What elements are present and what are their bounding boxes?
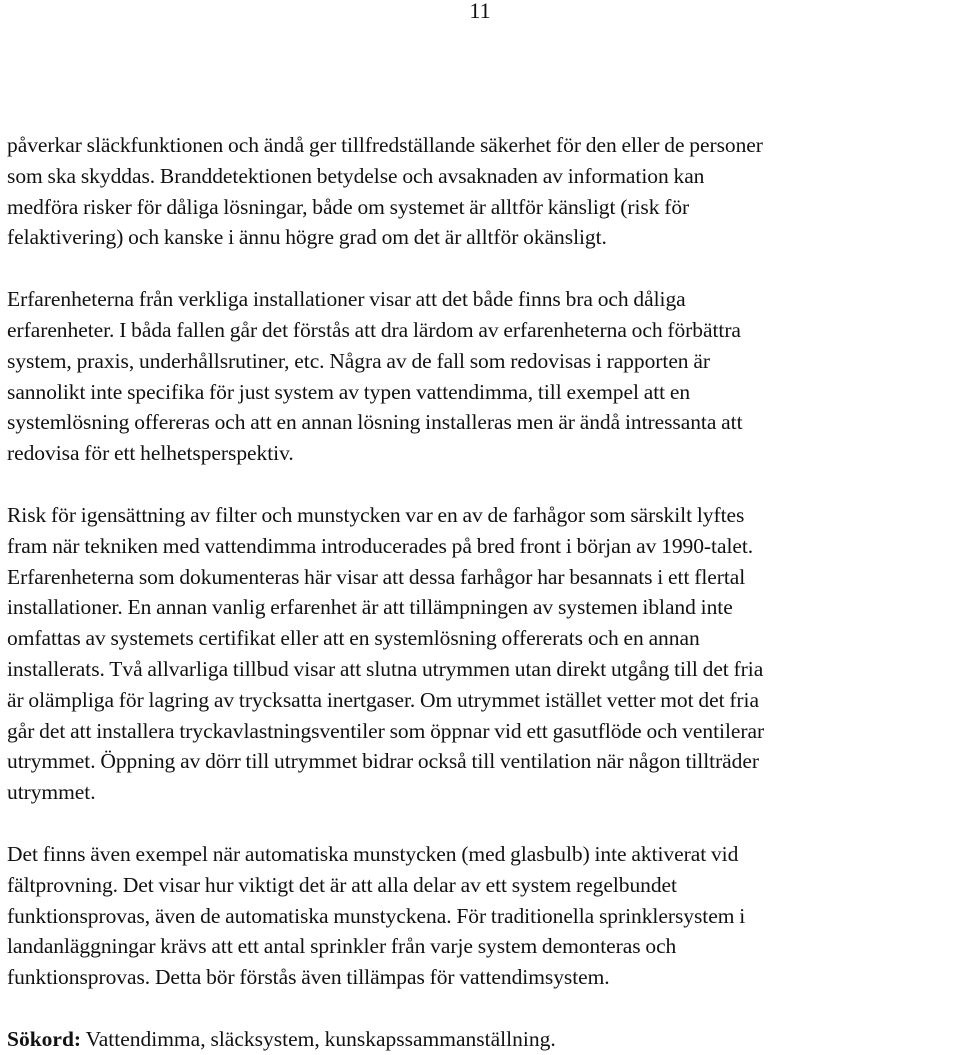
- page-number: 11: [469, 0, 491, 23]
- text-line: installerats. Två allvarliga tillbud visar att slutna utrymmen utan direkt utgång till det fria: [7, 656, 764, 681]
- paragraph-automatic-nozzles: [7, 839, 957, 993]
- keywords-line: [7, 1024, 957, 1055]
- text-line: erfarenheter. I båda fallen går det förstås att dra lärdom av erfarenheterna och förbättra: [7, 317, 741, 342]
- text-line: utrymmet. Öppning av dörr till utrymmet bidrar också till ventilation när någon tillträder: [7, 749, 759, 774]
- keywords-label: Sökord:: [7, 1026, 82, 1051]
- document-body: [7, 130, 957, 1055]
- text-line: går det att installera tryckavlastningsventiler som öppnar vid ett gasutflöde och ventilerar: [7, 718, 765, 743]
- text-line: redovisa för ett helhetsperspektiv.: [7, 441, 294, 466]
- text-line: omfattas av systemets certifikat eller att en systemlösning offererats och en annan: [7, 626, 700, 651]
- text-line: påverkar släckfunktionen och ändå ger tillfredställande säkerhet för den eller de personer: [7, 133, 763, 157]
- text-line: felaktivering) och kanske i ännu högre grad om det är alltför okänsligt.: [7, 225, 607, 250]
- paragraph-installation-experiences: [7, 284, 957, 469]
- text-line: som ska skyddas. Branddetektionen betydelse och avsaknaden av information kan: [7, 163, 705, 188]
- keywords-text: Vattendimma, släcksystem, kunskapssammanställning.: [81, 1026, 556, 1051]
- text-line: fram när tekniken med vattendimma introducerades på bred front i början av 1990-talet.: [7, 533, 754, 558]
- text-line: sannolikt inte specifika för just system av typen vattendimma, till exempel att en: [7, 379, 691, 404]
- text-line: Erfarenheterna som dokumenteras här visar att dessa farhågor har besannats i ett flertal: [7, 564, 746, 589]
- text-line: Risk för igensättning av filter och munstycken var en av de farhågor som särskilt lyftes: [7, 502, 745, 527]
- text-line: utrymmet.: [7, 780, 96, 805]
- paragraph-clogging-risk: [7, 500, 957, 808]
- text-line: fältprovning. Det visar hur viktigt det är att alla delar av ett system regelbundet: [7, 872, 677, 897]
- text-line: funktionsprovas. Detta bör förstås även tillämpas för vattendimsystem.: [7, 965, 610, 990]
- text-line: landanläggningar krävs att ett antal sprinkler från varje system demonteras och: [7, 934, 677, 959]
- text-line: Det finns även exempel när automatiska munstycken (med glasbulb) inte aktiverat vid: [7, 841, 739, 866]
- text-line: funktionsprovas, även de automatiska munstyckena. För traditionella sprinklersystem i: [7, 903, 746, 928]
- text-line: Erfarenheterna från verkliga installationer visar att det både finns bra och dåliga: [7, 287, 686, 312]
- paragraph-detection-risks: [7, 130, 957, 253]
- text-line: är olämpliga för lagring av trycksatta inertgaser. Om utrymmet istället vetter mot det fria: [7, 687, 759, 712]
- text-line: systemlösning offereras och att en annan lösning installeras men är ändå intressanta att: [7, 410, 743, 435]
- text-line: installationer. En annan vanlig erfarenhet är att tillämpningen av systemen ibland inte: [7, 595, 733, 620]
- text-line: medföra risker för dåliga lösningar, både om systemet är alltför känsligt (risk för: [7, 194, 690, 219]
- text-line: system, praxis, underhållsrutiner, etc. Några av de fall som redovisas i rapporten är: [7, 348, 710, 373]
